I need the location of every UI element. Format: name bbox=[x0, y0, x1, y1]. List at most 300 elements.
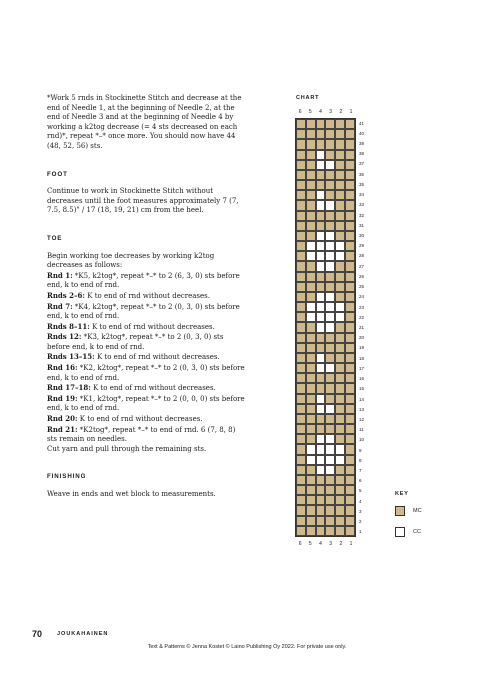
chart-cell bbox=[306, 282, 316, 292]
chart-cell bbox=[316, 414, 326, 424]
column-number: 4 bbox=[319, 109, 322, 115]
chart-cell bbox=[306, 119, 316, 129]
chart-cell bbox=[306, 261, 316, 271]
chart-cell bbox=[316, 302, 326, 312]
chart-cell bbox=[296, 475, 306, 485]
chart-cell bbox=[335, 485, 345, 495]
round-instruction: *K3, k2tog*, repeat *–* to 2 (0, 3, 0) sts before end, k to end of rnd. bbox=[47, 333, 224, 351]
toe-round bbox=[47, 271, 247, 291]
chart-cell bbox=[325, 404, 335, 414]
foot-paragraph: Continue to work in Stockinette Stitch without decreases until the foot measures approximately 7 (7, 7.5, 8.5)" / 17 (18, 19, 21) cm from the heel. bbox=[47, 187, 239, 215]
column-number: 5 bbox=[308, 109, 312, 115]
chart-cell bbox=[335, 363, 345, 373]
chart-cell bbox=[345, 516, 355, 526]
chart-title: CHART bbox=[296, 95, 320, 101]
chart-cell bbox=[316, 282, 326, 292]
chart-cell bbox=[325, 160, 335, 170]
chart-cell bbox=[335, 516, 345, 526]
chart-cell bbox=[296, 373, 306, 383]
chart-cell bbox=[296, 180, 306, 190]
chart-cell bbox=[306, 475, 316, 485]
row-number: 22 bbox=[359, 314, 365, 320]
chart-cell bbox=[345, 383, 355, 393]
toe-intro: Begin working toe decreases by working k2tog decreases as follows: bbox=[47, 251, 215, 270]
chart-cell bbox=[335, 221, 345, 231]
foot-heading: FOOT bbox=[47, 170, 68, 178]
row-number: 8 bbox=[359, 457, 362, 463]
chart-cell bbox=[306, 424, 316, 434]
chart-cell bbox=[296, 211, 306, 221]
chart-cell bbox=[335, 373, 345, 383]
chart-cell bbox=[345, 211, 355, 221]
chart-cell bbox=[325, 139, 335, 149]
round-label: Rnds 12: bbox=[47, 332, 82, 342]
row-number: 12 bbox=[359, 416, 365, 422]
chart-cell bbox=[325, 302, 335, 312]
chart-cell bbox=[316, 200, 326, 210]
round-label: Rnd 20: bbox=[47, 414, 78, 424]
chart-cell bbox=[335, 526, 345, 536]
chart-column-numbers-bottom bbox=[295, 541, 356, 547]
chart-cell bbox=[335, 353, 345, 363]
chart-cell bbox=[296, 200, 306, 210]
column-number: 1 bbox=[349, 541, 353, 547]
chart-cell bbox=[296, 505, 306, 515]
round-label: Rnd 1: bbox=[47, 270, 73, 280]
row-number: 5 bbox=[359, 488, 362, 494]
chart-cell bbox=[306, 434, 316, 444]
chart-column-numbers-top bbox=[295, 109, 356, 115]
chart-cell bbox=[296, 119, 306, 129]
chart-cell bbox=[325, 282, 335, 292]
chart-cell bbox=[316, 373, 326, 383]
chart-cell bbox=[335, 160, 345, 170]
chart-cell bbox=[335, 211, 345, 221]
chart-cell bbox=[296, 129, 306, 139]
chart-cell bbox=[316, 241, 326, 251]
row-number: 40 bbox=[359, 130, 365, 136]
chart-cell bbox=[325, 170, 335, 180]
round-instruction: *K5, k2tog*, repeat *–* to 2 (6, 3, 0) sts before end, k to end of rnd. bbox=[47, 271, 240, 290]
round-instruction: *K2tog*, repeat *–* to end of rnd. 6 (7, 8, 8) sts remain on needles. bbox=[47, 425, 236, 444]
chart-cell bbox=[345, 333, 355, 343]
chart-cell bbox=[335, 292, 345, 302]
chart-cell bbox=[296, 241, 306, 251]
chart-cell bbox=[306, 516, 316, 526]
chart-row-numbers bbox=[359, 118, 364, 537]
column-number: 3 bbox=[329, 109, 333, 115]
chart-cell bbox=[306, 465, 316, 475]
chart-cell bbox=[345, 302, 355, 312]
chart-cell bbox=[296, 251, 306, 261]
copyright-notice: Text & Patterns © Jenna Kostet © Laino Publishing Oy 2022. For private use only. bbox=[147, 644, 347, 650]
round-label: Rnd 7: bbox=[47, 301, 73, 311]
round-instruction: *K4, k2tog*, repeat *–* to 2 (0, 3, 0) sts before end, k to end of rnd. bbox=[47, 302, 240, 321]
row-number: 26 bbox=[359, 273, 365, 279]
chart-cell bbox=[335, 394, 345, 404]
chart-cell bbox=[316, 333, 326, 343]
chart-cell bbox=[325, 495, 335, 505]
chart-cell bbox=[345, 322, 355, 332]
chart-cell bbox=[335, 282, 345, 292]
finishing-paragraph: Weave in ends and wet block to measurements. bbox=[47, 490, 216, 498]
chart-cell bbox=[306, 139, 316, 149]
chart-cell bbox=[316, 434, 326, 444]
chart-cell bbox=[325, 434, 335, 444]
chart-cell bbox=[335, 444, 345, 454]
chart-cell bbox=[306, 180, 316, 190]
column-number: 6 bbox=[298, 109, 302, 115]
chart-cell bbox=[296, 333, 306, 343]
chart-cell bbox=[296, 414, 306, 424]
chart-cell bbox=[335, 312, 345, 322]
chart-cell bbox=[296, 363, 306, 373]
chart-cell bbox=[335, 241, 345, 251]
chart-cell bbox=[345, 465, 355, 475]
round-label: Rnd 16: bbox=[47, 363, 78, 373]
chart-cell bbox=[345, 292, 355, 302]
toe-round bbox=[47, 352, 247, 363]
cc-swatch bbox=[395, 527, 405, 537]
chart-cell bbox=[306, 485, 316, 495]
round-instruction: *K2, k2tog*, repeat *–* to 2 (0, 3, 0) sts before end, k to end of rnd. bbox=[47, 364, 245, 382]
toe-heading: TOE bbox=[47, 234, 63, 242]
chart-cell bbox=[335, 119, 345, 129]
chart-cell bbox=[325, 119, 335, 129]
chart-cell bbox=[316, 261, 326, 271]
row-number: 41 bbox=[359, 120, 365, 126]
chart-cell bbox=[306, 211, 316, 221]
chart-cell bbox=[306, 404, 316, 414]
chart-cell bbox=[306, 200, 316, 210]
finishing-heading: FINISHING bbox=[47, 473, 87, 481]
chart-cell bbox=[325, 312, 335, 322]
chart-cell bbox=[335, 465, 345, 475]
chart-cell bbox=[325, 180, 335, 190]
chart-cell bbox=[316, 231, 326, 241]
chart-cell bbox=[306, 241, 316, 251]
chart-cell bbox=[306, 383, 316, 393]
chart-cell bbox=[345, 139, 355, 149]
row-number: 14 bbox=[359, 396, 365, 402]
chart-cell bbox=[316, 343, 326, 353]
row-number: 15 bbox=[359, 386, 365, 392]
chart-cell bbox=[296, 261, 306, 271]
chart-cell bbox=[345, 363, 355, 373]
chart-cell bbox=[345, 261, 355, 271]
chart-cell bbox=[316, 251, 326, 261]
chart-cell bbox=[345, 200, 355, 210]
chart-cell bbox=[325, 526, 335, 536]
key-item-mc bbox=[395, 506, 422, 516]
chart-cell bbox=[345, 343, 355, 353]
round-instruction: K to end of rnd without decreases. bbox=[85, 291, 210, 300]
row-number: 32 bbox=[359, 212, 365, 218]
chart-cell bbox=[296, 424, 306, 434]
round-label: Rnds 8–11: bbox=[47, 321, 90, 331]
chart-cell bbox=[306, 394, 316, 404]
chart-cell bbox=[345, 180, 355, 190]
chart-cell bbox=[296, 272, 306, 282]
row-number: 16 bbox=[359, 376, 365, 382]
chart-cell bbox=[306, 333, 316, 343]
chart-cell bbox=[306, 373, 316, 383]
chart-cell bbox=[296, 302, 306, 312]
chart-cell bbox=[345, 404, 355, 414]
chart-cell bbox=[335, 150, 345, 160]
chart-cell bbox=[325, 485, 335, 495]
chart-cell bbox=[345, 282, 355, 292]
chart-cell bbox=[296, 292, 306, 302]
chart-cell bbox=[345, 485, 355, 495]
row-number: 27 bbox=[359, 263, 365, 269]
row-number: 37 bbox=[359, 161, 365, 167]
chart-cell bbox=[345, 444, 355, 454]
chart-cell bbox=[325, 424, 335, 434]
row-number: 35 bbox=[359, 181, 365, 187]
chart-cell bbox=[335, 383, 345, 393]
round-label: Rnds 2–6: bbox=[47, 290, 86, 300]
chart-cell bbox=[325, 251, 335, 261]
chart-cell bbox=[316, 353, 326, 363]
chart-cell bbox=[325, 455, 335, 465]
chart-cell bbox=[296, 322, 306, 332]
chart-cell bbox=[335, 200, 345, 210]
row-number: 9 bbox=[359, 447, 362, 453]
chart-cell bbox=[345, 495, 355, 505]
chart-cell bbox=[345, 475, 355, 485]
round-label: Rnd 17–18: bbox=[47, 383, 91, 393]
chart-cell bbox=[296, 485, 306, 495]
toe-round bbox=[47, 291, 247, 302]
chart-cell bbox=[345, 251, 355, 261]
chart-cell bbox=[296, 465, 306, 475]
chart-cell bbox=[316, 516, 326, 526]
chart-cell bbox=[345, 241, 355, 251]
chart-cell bbox=[306, 505, 316, 515]
pattern-text bbox=[47, 94, 247, 500]
chart-cell bbox=[306, 231, 316, 241]
chart-cell bbox=[325, 383, 335, 393]
chart-cell bbox=[316, 424, 326, 434]
chart-cell bbox=[335, 272, 345, 282]
column-number: 5 bbox=[308, 541, 312, 547]
chart-cell bbox=[345, 170, 355, 180]
chart-cell bbox=[325, 129, 335, 139]
chart-cell bbox=[345, 150, 355, 160]
chart-cell bbox=[325, 241, 335, 251]
chart-cell bbox=[316, 129, 326, 139]
chart-cell bbox=[306, 251, 316, 261]
row-number: 39 bbox=[359, 141, 365, 147]
chart-cell bbox=[325, 211, 335, 221]
chart-cell bbox=[306, 444, 316, 454]
row-number: 30 bbox=[359, 233, 365, 239]
chart-cell bbox=[335, 170, 345, 180]
round-label: Rnds 13–15: bbox=[47, 352, 95, 362]
chart-cell bbox=[335, 414, 345, 424]
chart-cell bbox=[325, 353, 335, 363]
round-instruction: K to end of rnd without decreases. bbox=[94, 353, 220, 362]
chart-cell bbox=[345, 129, 355, 139]
chart-cell bbox=[316, 322, 326, 332]
chart-cell bbox=[316, 272, 326, 282]
column-number: 3 bbox=[329, 541, 333, 547]
chart-cell bbox=[345, 221, 355, 231]
chart-cell bbox=[306, 302, 316, 312]
chart-cell bbox=[306, 170, 316, 180]
chart-cell bbox=[306, 526, 316, 536]
chart-cell bbox=[316, 455, 326, 465]
chart-cell bbox=[296, 444, 306, 454]
chart-cell bbox=[296, 383, 306, 393]
chart-cell bbox=[306, 414, 316, 424]
chart-cell bbox=[335, 302, 345, 312]
chart-cell bbox=[316, 363, 326, 373]
row-number: 23 bbox=[359, 304, 365, 310]
round-label: Rnd 21: bbox=[47, 424, 78, 434]
row-number: 33 bbox=[359, 202, 365, 208]
row-number: 25 bbox=[359, 284, 365, 290]
chart-cell bbox=[335, 322, 345, 332]
chart-cell bbox=[335, 261, 345, 271]
chart-cell bbox=[345, 160, 355, 170]
chart-cell bbox=[316, 526, 326, 536]
toe-round bbox=[47, 414, 247, 425]
chart-cell bbox=[325, 505, 335, 515]
round-instruction: K to end of rnd without decreases. bbox=[90, 384, 216, 393]
row-number: 20 bbox=[359, 335, 365, 341]
chart-cell bbox=[306, 221, 316, 231]
chart-cell bbox=[296, 221, 306, 231]
chart-cell bbox=[316, 495, 326, 505]
chart-cell bbox=[316, 292, 326, 302]
chart-cell bbox=[296, 312, 306, 322]
chart-cell bbox=[345, 526, 355, 536]
row-number: 7 bbox=[359, 468, 362, 474]
chart-cell bbox=[306, 272, 316, 282]
chart-cell bbox=[325, 322, 335, 332]
row-number: 17 bbox=[359, 365, 365, 371]
row-number: 19 bbox=[359, 345, 365, 351]
column-number: 1 bbox=[349, 109, 353, 115]
chart-cell bbox=[316, 485, 326, 495]
toe-rounds bbox=[47, 271, 247, 445]
chart-cell bbox=[306, 495, 316, 505]
chart-cell bbox=[296, 231, 306, 241]
chart-cell bbox=[335, 129, 345, 139]
chart-cell bbox=[345, 455, 355, 465]
round-instruction: *K1, k2tog*, repeat *–* to 2 (0, 0, 0) sts before end, k to end of rnd. bbox=[47, 394, 245, 413]
chart-cell bbox=[296, 160, 306, 170]
chart-cell bbox=[316, 312, 326, 322]
row-number: 4 bbox=[359, 498, 362, 504]
row-number: 13 bbox=[359, 406, 365, 412]
chart-cell bbox=[335, 333, 345, 343]
chart-cell bbox=[296, 190, 306, 200]
chart-cell bbox=[316, 505, 326, 515]
chart-cell bbox=[296, 170, 306, 180]
chart-cell bbox=[306, 455, 316, 465]
toe-round bbox=[47, 394, 247, 414]
chart-cell bbox=[306, 343, 316, 353]
chart-cell bbox=[316, 475, 326, 485]
chart-cell bbox=[306, 292, 316, 302]
row-number: 24 bbox=[359, 294, 365, 300]
row-number: 10 bbox=[359, 437, 365, 443]
toe-round bbox=[47, 302, 247, 322]
key-label-mc: MC bbox=[413, 508, 422, 514]
chart-cell bbox=[325, 190, 335, 200]
chart-cell bbox=[345, 373, 355, 383]
chart-cell bbox=[296, 455, 306, 465]
toe-round bbox=[47, 383, 247, 394]
chart-cell bbox=[335, 251, 345, 261]
chart-cell bbox=[306, 353, 316, 363]
chart-cell bbox=[325, 414, 335, 424]
chart-cell bbox=[296, 343, 306, 353]
chart-cell bbox=[335, 190, 345, 200]
chart-cell bbox=[296, 282, 306, 292]
row-number: 18 bbox=[359, 355, 365, 361]
chart-cell bbox=[316, 150, 326, 160]
key-item-cc bbox=[395, 527, 421, 537]
column-number: 4 bbox=[319, 541, 322, 547]
toe-round bbox=[47, 425, 247, 445]
chart-cell bbox=[325, 333, 335, 343]
chart-cell bbox=[316, 170, 326, 180]
row-number: 34 bbox=[359, 192, 365, 198]
round-label: Rnd 19: bbox=[47, 393, 78, 403]
round-instruction: K to end of rnd without decreases. bbox=[77, 415, 203, 424]
chart-cell bbox=[345, 434, 355, 444]
chart-cell bbox=[316, 383, 326, 393]
chart-cell bbox=[325, 261, 335, 271]
chart-cell bbox=[316, 180, 326, 190]
row-number: 36 bbox=[359, 171, 365, 177]
round-instruction: K to end of rnd without decreases. bbox=[89, 322, 215, 331]
chart-cell bbox=[345, 394, 355, 404]
toe-round bbox=[47, 332, 247, 352]
chart-cell bbox=[345, 119, 355, 129]
key-label-cc: CC bbox=[413, 529, 421, 535]
chart-cell bbox=[296, 495, 306, 505]
row-number: 28 bbox=[359, 253, 365, 259]
row-number: 21 bbox=[359, 324, 365, 330]
row-number: 29 bbox=[359, 243, 365, 249]
key-title: KEY bbox=[395, 491, 409, 497]
column-number: 2 bbox=[339, 541, 343, 547]
chart-cell bbox=[335, 455, 345, 465]
chart-cell bbox=[345, 312, 355, 322]
chart-cell bbox=[316, 190, 326, 200]
chart-cell bbox=[325, 221, 335, 231]
chart-cell bbox=[335, 180, 345, 190]
chart-cell bbox=[316, 160, 326, 170]
chart-cell bbox=[296, 139, 306, 149]
chart-cell bbox=[345, 353, 355, 363]
chart-cell bbox=[296, 150, 306, 160]
folio-title: JOUKAHAINEN bbox=[57, 631, 109, 637]
chart-cell bbox=[296, 434, 306, 444]
chart-cell bbox=[296, 353, 306, 363]
chart-cell bbox=[306, 150, 316, 160]
chart-cell bbox=[325, 343, 335, 353]
mc-swatch bbox=[395, 506, 405, 516]
row-number: 3 bbox=[359, 508, 362, 514]
chart-cell bbox=[325, 272, 335, 282]
chart-cell bbox=[316, 211, 326, 221]
